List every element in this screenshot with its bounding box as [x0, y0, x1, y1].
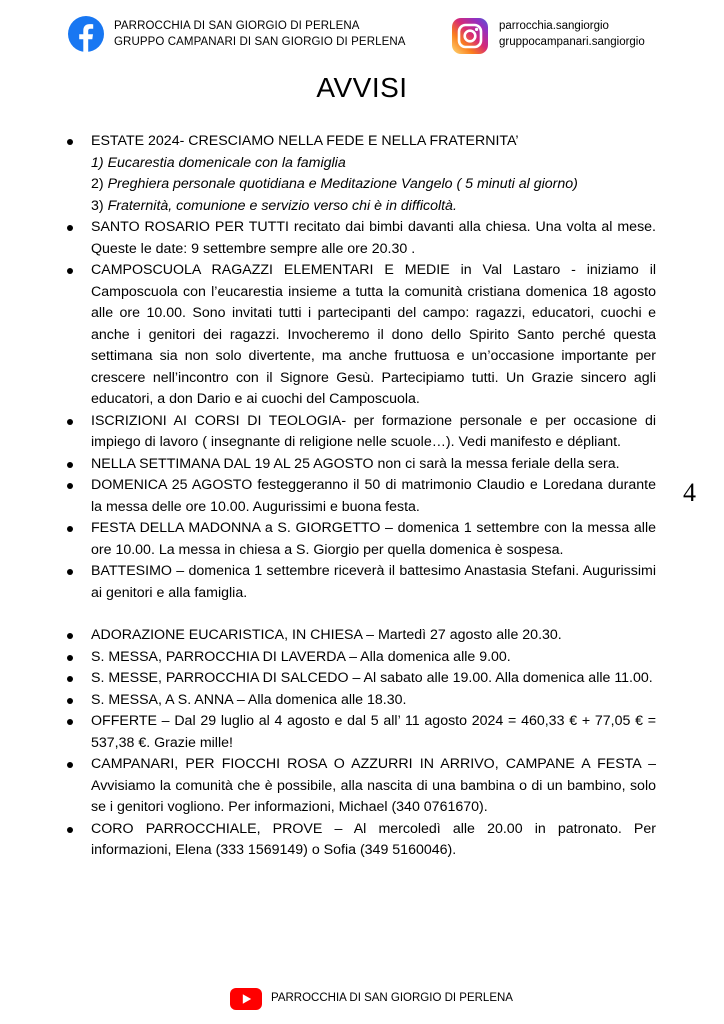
- list-item: DOMENICA 25 AGOSTO festeggeranno il 50 di matrimonio Claudio e Loredana durante la messa delle ore 10.00. Augurissimi e buona festa.: [64, 475, 656, 518]
- section-spacer: [64, 604, 656, 625]
- bell-ringers-group-name: GRUPPO CAMPANARI DI SAN GIORGIO DI PERLENA: [114, 36, 406, 48]
- list-item: ADORAZIONE EUCARISTICA, IN CHIESA – Martedì 27 agosto alle 20.30.: [64, 625, 656, 647]
- social-handles: [499, 18, 645, 50]
- parish-name: PARROCCHIA DI SAN GIORGIO DI PERLENA: [114, 20, 360, 32]
- list-item: [64, 131, 656, 217]
- sub-item: 2) Preghiera personale quotidiana e Meditazione Vangelo ( 5 minuti al giorno): [91, 176, 578, 192]
- list-item: ISCRIZIONI AI CORSI DI TEOLOGIA- per formazione personale e per occasione di impiego di lavoro ( insegnante di religione nelle scuole…). Vedi manifesto e dépliant.: [64, 411, 656, 454]
- list-item: S. MESSA, PARROCCHIA DI LAVERDA – Alla domenica alle 9.00.: [64, 647, 656, 669]
- page-footer: [0, 988, 724, 1012]
- bell-ringers-instagram-handle[interactable]: gruppocampanari.sangiorgio: [499, 36, 645, 48]
- page-header: [0, 14, 724, 58]
- list-item: CORO PARROCCHIALE, PROVE – Al mercoledì alle 20.00 in patronato. Per informazioni, Elena (333 1569149) o Sofia (349 5160046).: [64, 819, 656, 862]
- list-item: CAMPOSCUOLA RAGAZZI ELEMENTARI E MEDIE in Val Lastaro - iniziamo il Camposcuola con l’eucarestia insieme a tutta la comunità cristiana domenica 18 agosto alle ore 10.00. Sono invitati tutti i partecipanti del campo: ragazzi, educatori, cuochi e anche i genitori dei ragazzi. Invocheremo il dono dello Spirito Santo perché questa settimana sia non solo divertente, ma anche fruttuosa e un’occasione importante per crescere nell’incontro con il Signore Gesù. Partecipiamo tutti. Un Grazie sincero agli educatori, a don Dario e ai cuochi del Camposcuola.: [64, 260, 656, 411]
- youtube-icon: [230, 988, 262, 1010]
- footer-parish-name: PARROCCHIA DI SAN GIORGIO DI PERLENA: [271, 992, 513, 1004]
- list-item: SANTO ROSARIO PER TUTTI recitato dai bimbi davanti alla chiesa. Una volta al mese. Queste le date: 9 settembre sempre alle ore 20.30 .: [64, 217, 656, 260]
- notices-content: [64, 131, 656, 862]
- instagram-icon: [452, 18, 488, 54]
- parish-instagram-handle[interactable]: parrocchia.sangiorgio: [499, 20, 609, 32]
- list-item: BATTESIMO – domenica 1 settembre riceverà il battesimo Anastasia Stefani. Augurissimi ai genitori e alla famiglia.: [64, 561, 656, 604]
- facebook-icon: [68, 16, 104, 52]
- list-item: S. MESSA, A S. ANNA – Alla domenica alle 18.30.: [64, 690, 656, 712]
- page-title: AVVISI: [316, 72, 408, 103]
- notice-text: ESTATE 2024- CRESCIAMO NELLA FEDE E NELLA FRATERNITA’: [91, 133, 519, 149]
- sub-item: 1) Eucarestia domenicale con la famiglia: [91, 154, 346, 171]
- list-item: CAMPANARI, PER FIOCCHI ROSA O AZZURRI IN ARRIVO, CAMPANE A FESTA – Avvisiamo la comunità che è possibile, alla nascita di una bambina o di un bambino, solo se i genitori vogliono. Per informazioni, Michael (340 0761670).: [64, 754, 656, 819]
- list-item: NELLA SETTIMANA DAL 19 AL 25 AGOSTO non ci sarà la messa feriale della sera.: [64, 454, 656, 476]
- list-item: S. MESSE, PARROCCHIA DI SALCEDO – Al sabato alle 19.00. Alla domenica alle 11.00.: [64, 668, 656, 690]
- notices-list: [64, 131, 656, 604]
- list-item: OFFERTE – Dal 29 luglio al 4 agosto e dal 5 all’ 11 agosto 2024 = 460,33 € + 77,05 € = 537,38 €. Grazie mille!: [64, 711, 656, 754]
- page-number: 4: [683, 478, 696, 507]
- parish-names: [114, 18, 406, 50]
- list-item: FESTA DELLA MADONNA a S. GIORGETTO – domenica 1 settembre con la messa alle ore 10.00. La messa in chiesa a S. Giorgio per quella domenica è sospesa.: [64, 518, 656, 561]
- schedule-list: [64, 625, 656, 862]
- sub-item: 3) Fraternità, comunione e servizio verso chi è in difficoltà.: [91, 197, 457, 214]
